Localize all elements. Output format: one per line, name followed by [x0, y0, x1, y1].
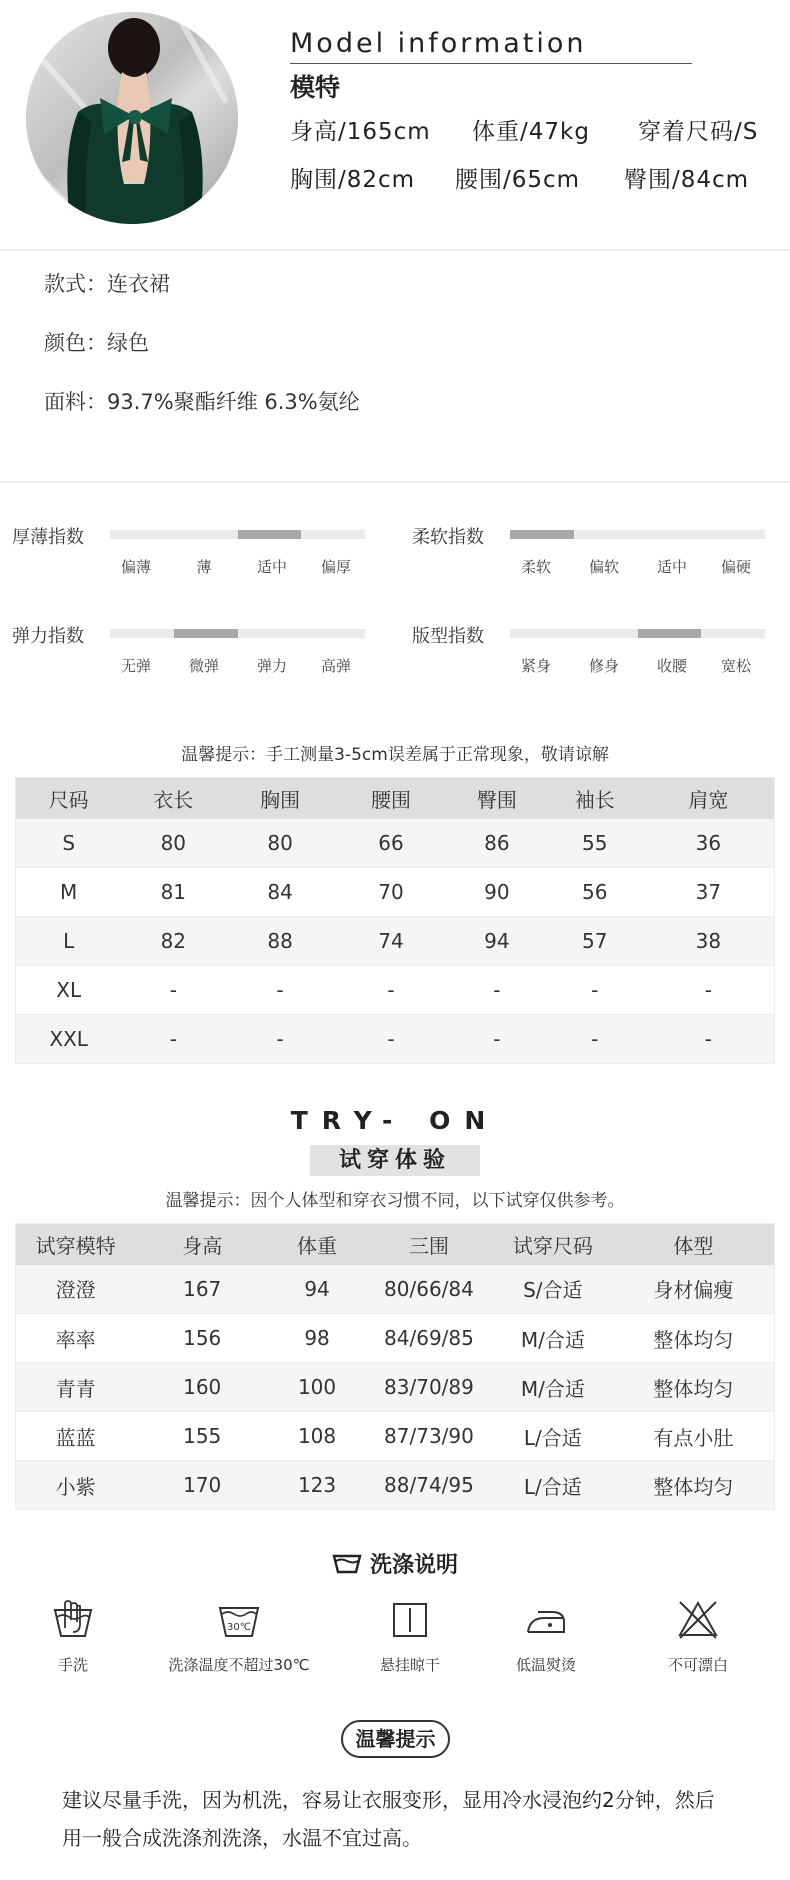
- size-table: [15, 777, 775, 1064]
- wash-item-iron: [461, 1598, 631, 1675]
- index-option: 薄: [196, 558, 212, 576]
- table-row: [16, 1363, 775, 1412]
- table-cell: L/合适: [493, 1461, 613, 1510]
- table-cell: M/合适: [493, 1314, 613, 1363]
- index-option: 适中: [656, 558, 688, 576]
- index-option: 宽松: [720, 657, 752, 675]
- table-cell: 83/70/89: [365, 1363, 493, 1412]
- table-cell: L: [16, 917, 122, 966]
- tryon-note: 温馨提示：因个人体型和穿衣习惯不同，以下试穿仅供参考。: [165, 1191, 625, 1211]
- table-cell: 74: [335, 917, 447, 966]
- tryon-title: TRY- ON: [290, 1106, 500, 1135]
- table-cell: 整体均匀: [613, 1363, 775, 1412]
- table-cell: 88/74/95: [365, 1461, 493, 1510]
- table-cell: 94: [447, 917, 547, 966]
- index-option: 偏硬: [720, 558, 752, 576]
- table-cell: -: [643, 966, 775, 1015]
- model-info-section: [0, 0, 790, 250]
- size-note: 温馨提示：手工测量3-5cm误差属于正常现象，敬请谅解: [181, 745, 609, 765]
- table-cell: 青青: [16, 1363, 136, 1412]
- model-info-title: Model information: [290, 28, 587, 59]
- attribute-fabric: 面料：93.7%聚酯纤维 6.3%氨纶: [44, 390, 360, 414]
- table-cell: 80/66/84: [365, 1265, 493, 1314]
- no-bleach-icon: [676, 1598, 720, 1642]
- tip-line-2: 用一般合成洗涤剂洗涤，水温不宜过高。: [62, 1826, 422, 1850]
- table-cell: 澄澄: [16, 1265, 136, 1314]
- table-cell: 94: [269, 1265, 365, 1314]
- model-weight: 体重/47kg: [472, 119, 590, 145]
- size-table-header: [16, 778, 775, 819]
- wash-title: [0, 1548, 790, 1581]
- table-cell: M/合适: [493, 1363, 613, 1412]
- table-cell: 88: [225, 917, 335, 966]
- table-cell: 84/69/85: [365, 1314, 493, 1363]
- tryon-table: [15, 1223, 775, 1510]
- index-option: 紧身: [520, 657, 552, 675]
- table-row: [16, 1412, 775, 1461]
- table-cell: 57: [547, 917, 643, 966]
- table-cell: 167: [135, 1265, 269, 1314]
- table-cell: -: [225, 1015, 335, 1064]
- section-divider: [0, 249, 790, 251]
- table-cell: 整体均匀: [613, 1461, 775, 1510]
- index-option: 适中: [256, 558, 288, 576]
- index-label: 柔软指数: [412, 527, 484, 548]
- table-cell: 70: [335, 868, 447, 917]
- table-cell: 率率: [16, 1314, 136, 1363]
- index-level-fill: [638, 629, 702, 638]
- table-cell: XL: [16, 966, 122, 1015]
- table-row: [16, 868, 775, 917]
- index-option: 偏软: [588, 558, 620, 576]
- index-level-fill: [238, 530, 302, 539]
- index-option: 微弹: [188, 657, 220, 675]
- table-cell: -: [447, 1015, 547, 1064]
- index-level-fill: [174, 629, 238, 638]
- table-cell: 小紫: [16, 1461, 136, 1510]
- wash-label-hang-dry: 悬挂晾干: [379, 1656, 440, 1674]
- hang-dry-icon: [388, 1598, 432, 1642]
- index-option: 收腰: [656, 657, 688, 675]
- model-bust: 胸围/82cm: [290, 167, 416, 193]
- table-row: [16, 819, 775, 868]
- wash-label-temp: 洗涤温度不超过30℃: [168, 1656, 310, 1674]
- index-option: 偏厚: [320, 558, 352, 576]
- table-header-cell: 袖长: [547, 778, 643, 819]
- wash-label-hand-wash: 手洗: [57, 1656, 88, 1674]
- table-header-cell: 尺码: [16, 778, 122, 819]
- table-cell: 156: [135, 1314, 269, 1363]
- wash-item-temp: [154, 1598, 324, 1675]
- table-header-cell: 试穿模特: [16, 1224, 136, 1265]
- wash-label-no-bleach: 不可漂白: [667, 1656, 728, 1674]
- index-track: [510, 530, 765, 539]
- table-cell: 55: [547, 819, 643, 868]
- index-track: [510, 629, 765, 638]
- table-cell: 81: [121, 868, 225, 917]
- index-label: 弹力指数: [12, 626, 84, 647]
- table-row: [16, 917, 775, 966]
- index-track: [110, 629, 365, 638]
- index-option: 无弹: [120, 657, 152, 675]
- model-info-subtitle: 模特: [290, 73, 341, 102]
- table-cell: 84: [225, 868, 335, 917]
- wash-basin-icon: [332, 1553, 362, 1575]
- table-cell: -: [225, 966, 335, 1015]
- table-cell: XXL: [16, 1015, 122, 1064]
- model-height: 身高/165cm: [290, 119, 431, 145]
- table-cell: 蓝蓝: [16, 1412, 136, 1461]
- index-option: 柔软: [520, 558, 552, 576]
- table-cell: 100: [269, 1363, 365, 1412]
- index-track: [110, 530, 365, 539]
- tip-line-1: 建议尽量手洗，因为机洗，容易让衣服变形，显用冷水浸泡约2分钟，然后: [62, 1788, 715, 1812]
- table-cell: -: [335, 1015, 447, 1064]
- table-cell: -: [447, 966, 547, 1015]
- table-cell: S/合适: [493, 1265, 613, 1314]
- table-cell: -: [335, 966, 447, 1015]
- table-cell: 108: [269, 1412, 365, 1461]
- wash-item-hand-wash: [0, 1598, 158, 1675]
- table-cell: S: [16, 819, 122, 868]
- wash-item-no-bleach: [613, 1598, 783, 1675]
- table-cell: 170: [135, 1461, 269, 1510]
- table-cell: 90: [447, 868, 547, 917]
- index-option: 弹力: [256, 657, 288, 675]
- table-header-cell: 臀围: [447, 778, 547, 819]
- table-row: [16, 966, 775, 1015]
- table-cell: 38: [643, 917, 775, 966]
- model-waist: 腰围/65cm: [455, 167, 581, 193]
- table-header-cell: 体重: [269, 1224, 365, 1265]
- wash-title-text: 洗涤说明: [369, 1553, 458, 1578]
- table-cell: 155: [135, 1412, 269, 1461]
- table-cell: 80: [225, 819, 335, 868]
- index-option: 修身: [588, 657, 620, 675]
- table-cell: 160: [135, 1363, 269, 1412]
- table-cell: 身材偏瘦: [613, 1265, 775, 1314]
- table-header-cell: 三围: [365, 1224, 493, 1265]
- table-header-cell: 试穿尺码: [493, 1224, 613, 1265]
- table-cell: 37: [643, 868, 775, 917]
- table-cell: -: [547, 966, 643, 1015]
- table-cell: 123: [269, 1461, 365, 1510]
- table-header-cell: 胸围: [225, 778, 335, 819]
- table-cell: 98: [269, 1314, 365, 1363]
- table-header-cell: 肩宽: [643, 778, 775, 819]
- wash-temp-text: 30℃: [227, 1622, 251, 1633]
- model-photo-illustration: [26, 12, 238, 224]
- iron-low-icon: [524, 1598, 568, 1642]
- tryon-subtitle: 试穿体验: [310, 1145, 480, 1176]
- index-label: 厚薄指数: [12, 527, 84, 548]
- model-hip: 臀围/84cm: [624, 167, 750, 193]
- table-row: [16, 1015, 775, 1064]
- table-cell: 80: [121, 819, 225, 868]
- table-cell: 56: [547, 868, 643, 917]
- index-option: 高弹: [320, 657, 352, 675]
- section-divider: [0, 481, 790, 483]
- index-option: 偏薄: [120, 558, 152, 576]
- table-cell: L/合适: [493, 1412, 613, 1461]
- hand-wash-icon: [51, 1598, 95, 1642]
- table-cell: -: [121, 966, 225, 1015]
- model-title-underline: [290, 63, 692, 64]
- table-cell: M: [16, 868, 122, 917]
- table-cell: 整体均匀: [613, 1314, 775, 1363]
- table-row: [16, 1461, 775, 1510]
- wash-label-iron: 低温熨烫: [515, 1656, 576, 1674]
- table-cell: -: [547, 1015, 643, 1064]
- table-cell: 有点小肚: [613, 1412, 775, 1461]
- table-cell: 87/73/90: [365, 1412, 493, 1461]
- table-cell: 36: [643, 819, 775, 868]
- model-wear-size: 穿着尺码/S: [638, 119, 759, 145]
- table-header-cell: 衣长: [121, 778, 225, 819]
- attribute-color: 颜色：绿色: [44, 331, 149, 355]
- table-header-cell: 身高: [135, 1224, 269, 1265]
- model-photo: [26, 12, 238, 224]
- attribute-style: 款式：连衣裙: [44, 272, 170, 296]
- table-row: [16, 1314, 775, 1363]
- tip-badge: 温馨提示: [341, 1720, 450, 1758]
- table-cell: 86: [447, 819, 547, 868]
- table-cell: 82: [121, 917, 225, 966]
- tryon-table-header: [16, 1224, 775, 1265]
- table-cell: -: [121, 1015, 225, 1064]
- table-row: [16, 1265, 775, 1314]
- index-level-fill: [510, 530, 574, 539]
- wash-30-icon: [217, 1598, 261, 1642]
- table-cell: -: [643, 1015, 775, 1064]
- index-label: 版型指数: [412, 626, 484, 647]
- table-header-cell: 腰围: [335, 778, 447, 819]
- table-header-cell: 体型: [613, 1224, 775, 1265]
- table-cell: 66: [335, 819, 447, 868]
